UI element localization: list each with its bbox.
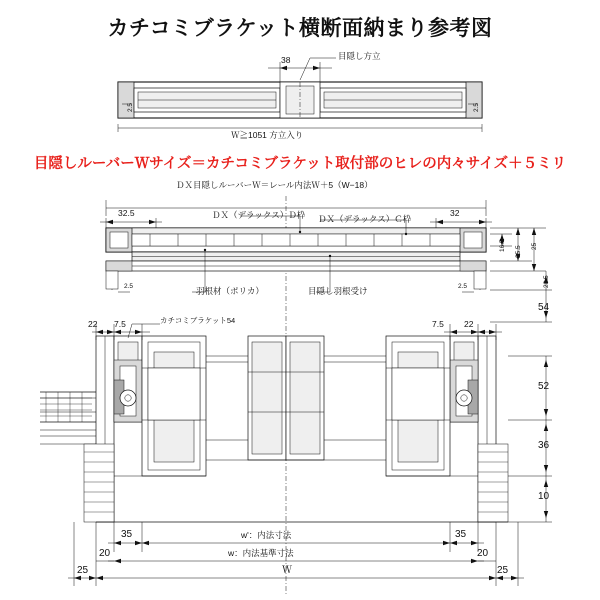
dim-v-165: 16.5	[499, 239, 506, 252]
dim-left-25: 2.5	[124, 283, 134, 290]
red-note: 目隠しルーバーＷサイズ＝カチコミブラケット取付部のヒレの内々サイズ＋５ミリ	[33, 156, 567, 172]
dim-v-285: 28.5	[543, 275, 550, 288]
dim-v-54: 54	[538, 302, 550, 313]
label-blade: 羽根材（ポリカ）	[196, 286, 264, 296]
top-edge-left-dim: 2.5	[127, 102, 134, 112]
dim-v-255: 25.5	[515, 245, 522, 258]
dim-left-22: 22	[88, 319, 98, 329]
dim-bottom-20-left: 20	[99, 548, 111, 559]
dim-bottom-35-right: 35	[455, 529, 467, 540]
dim-v-36: 36	[538, 440, 550, 451]
dim-bottom-35-left: 35	[121, 529, 133, 540]
top-bottom-note: Ｗ≧1051 方立入り	[231, 130, 304, 140]
dim-inner-w-prime: w'：内法寸法	[241, 530, 292, 540]
dim-right-32: 32	[450, 208, 460, 218]
top-edge-right-dim: 2.5	[473, 102, 480, 112]
dim-v-10: 10	[538, 491, 550, 502]
label-frame-d: ＤＸ（デラックス）Ｄ枠	[212, 210, 306, 220]
formula-label: ＤＸ目隠しルーバーＷ＝レール内法Ｗ＋5（W−18）	[176, 180, 373, 190]
label-bracket-54: カチコミブラケット54	[160, 316, 236, 325]
label-frame-c: ＤＸ（デラックス）Ｃ枠	[318, 214, 412, 224]
page-title: カチコミブラケット横断面納まり参考図	[107, 17, 493, 40]
dim-bottom-25-right: 25	[497, 565, 509, 576]
dim-left-325: 32.5	[118, 208, 135, 218]
dim-bottom-20-right: 20	[477, 548, 489, 559]
label-blade-holder: 目隠し羽根受け	[308, 286, 368, 296]
dim-inner-w: w：内法基準寸法	[228, 548, 294, 558]
top-callout-mullion: 目隠し方立	[338, 51, 381, 61]
dim-right-22: 22	[464, 319, 474, 329]
dim-v-25: 25	[531, 242, 538, 250]
dim-right-25: 2.5	[458, 283, 468, 290]
dim-bottom-25-left: 25	[77, 565, 89, 576]
dim-v-52: 52	[538, 381, 550, 392]
dim-total-w: Ｗ	[282, 565, 292, 576]
top-dim-38: 38	[281, 55, 291, 65]
dim-left-75: 7.5	[114, 319, 126, 329]
dim-right-75: 7.5	[432, 319, 444, 329]
